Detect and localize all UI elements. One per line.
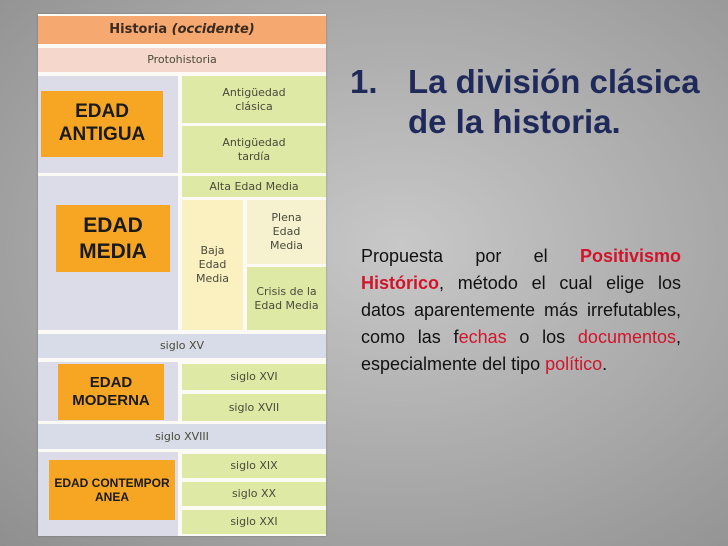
siglo-xviii-block — [38, 424, 326, 449]
documentos-highlight: documentos — [577, 327, 676, 347]
alta-edad-media-label: Alta Edad Media — [209, 179, 299, 193]
siglo-xv-block — [38, 334, 326, 358]
protohistoria-block — [38, 48, 326, 72]
baja-edad-media-label: Baja Edad Media — [195, 244, 230, 285]
siglo-xix-block — [182, 454, 326, 478]
description-paragraph: Propuesta por el Positivismo Histórico, método el cual elige los datos aparentemente más irrefutables, como las fechas o los documentos, especialmente del tipo político. — [361, 246, 681, 374]
antiguedad-tardia-block — [182, 126, 326, 173]
antiguedad-clasica-label: Antigüedad clásica — [222, 85, 286, 113]
siglo-xx-label: siglo XX — [231, 487, 277, 501]
protohistoria-label: Protohistoria — [147, 53, 217, 67]
siglo-xvii-label: siglo XVII — [228, 400, 280, 414]
edad-media-label: EDAD MEDIA — [56, 205, 170, 272]
plena-edad-media-label: Plena Edad Media — [269, 211, 304, 252]
siglo-xv-label: siglo XV — [159, 339, 205, 353]
antiguedad-clasica-block — [182, 76, 326, 123]
siglo-xvi-block — [182, 364, 326, 390]
plena-edad-media-block — [247, 200, 326, 264]
antiguedad-tardia-label: Antigüedad tardía — [222, 135, 286, 163]
politico-highlight: político — [545, 354, 603, 374]
edad-moderna-label: EDAD MODERNA — [58, 364, 164, 420]
siglo-xxi-label: siglo XXI — [230, 515, 278, 529]
crisis-edad-media-label: Crisis de la Edad Media — [254, 284, 319, 312]
heading-number: 1. — [350, 63, 378, 100]
positivismo-historico-highlight: Positivismo Histórico — [361, 246, 681, 293]
siglo-xx-block — [182, 482, 326, 506]
siglo-xviii-label: siglo XVIII — [155, 429, 209, 443]
fechas-highlight: echas — [458, 327, 507, 347]
heading-text: La división clásica de la historia. — [408, 63, 700, 140]
baja-edad-media-block — [182, 200, 243, 330]
crisis-edad-media-block — [247, 267, 326, 330]
siglo-xix-label: siglo XIX — [230, 459, 278, 473]
siglo-xxi-block — [182, 510, 326, 534]
edad-contemporanea-label: EDAD CONTEMPORANEA — [49, 460, 175, 520]
edad-antigua-label: EDAD ANTIGUA — [41, 91, 163, 157]
diagram-title — [38, 16, 326, 44]
siglo-xvii-block — [182, 394, 326, 421]
diagram-title-text: Historia — [109, 21, 168, 37]
diagram-title-italic: (occidente) — [171, 21, 255, 37]
siglo-xvi-label: siglo XVI — [230, 370, 278, 384]
alta-edad-media-block — [182, 176, 326, 197]
